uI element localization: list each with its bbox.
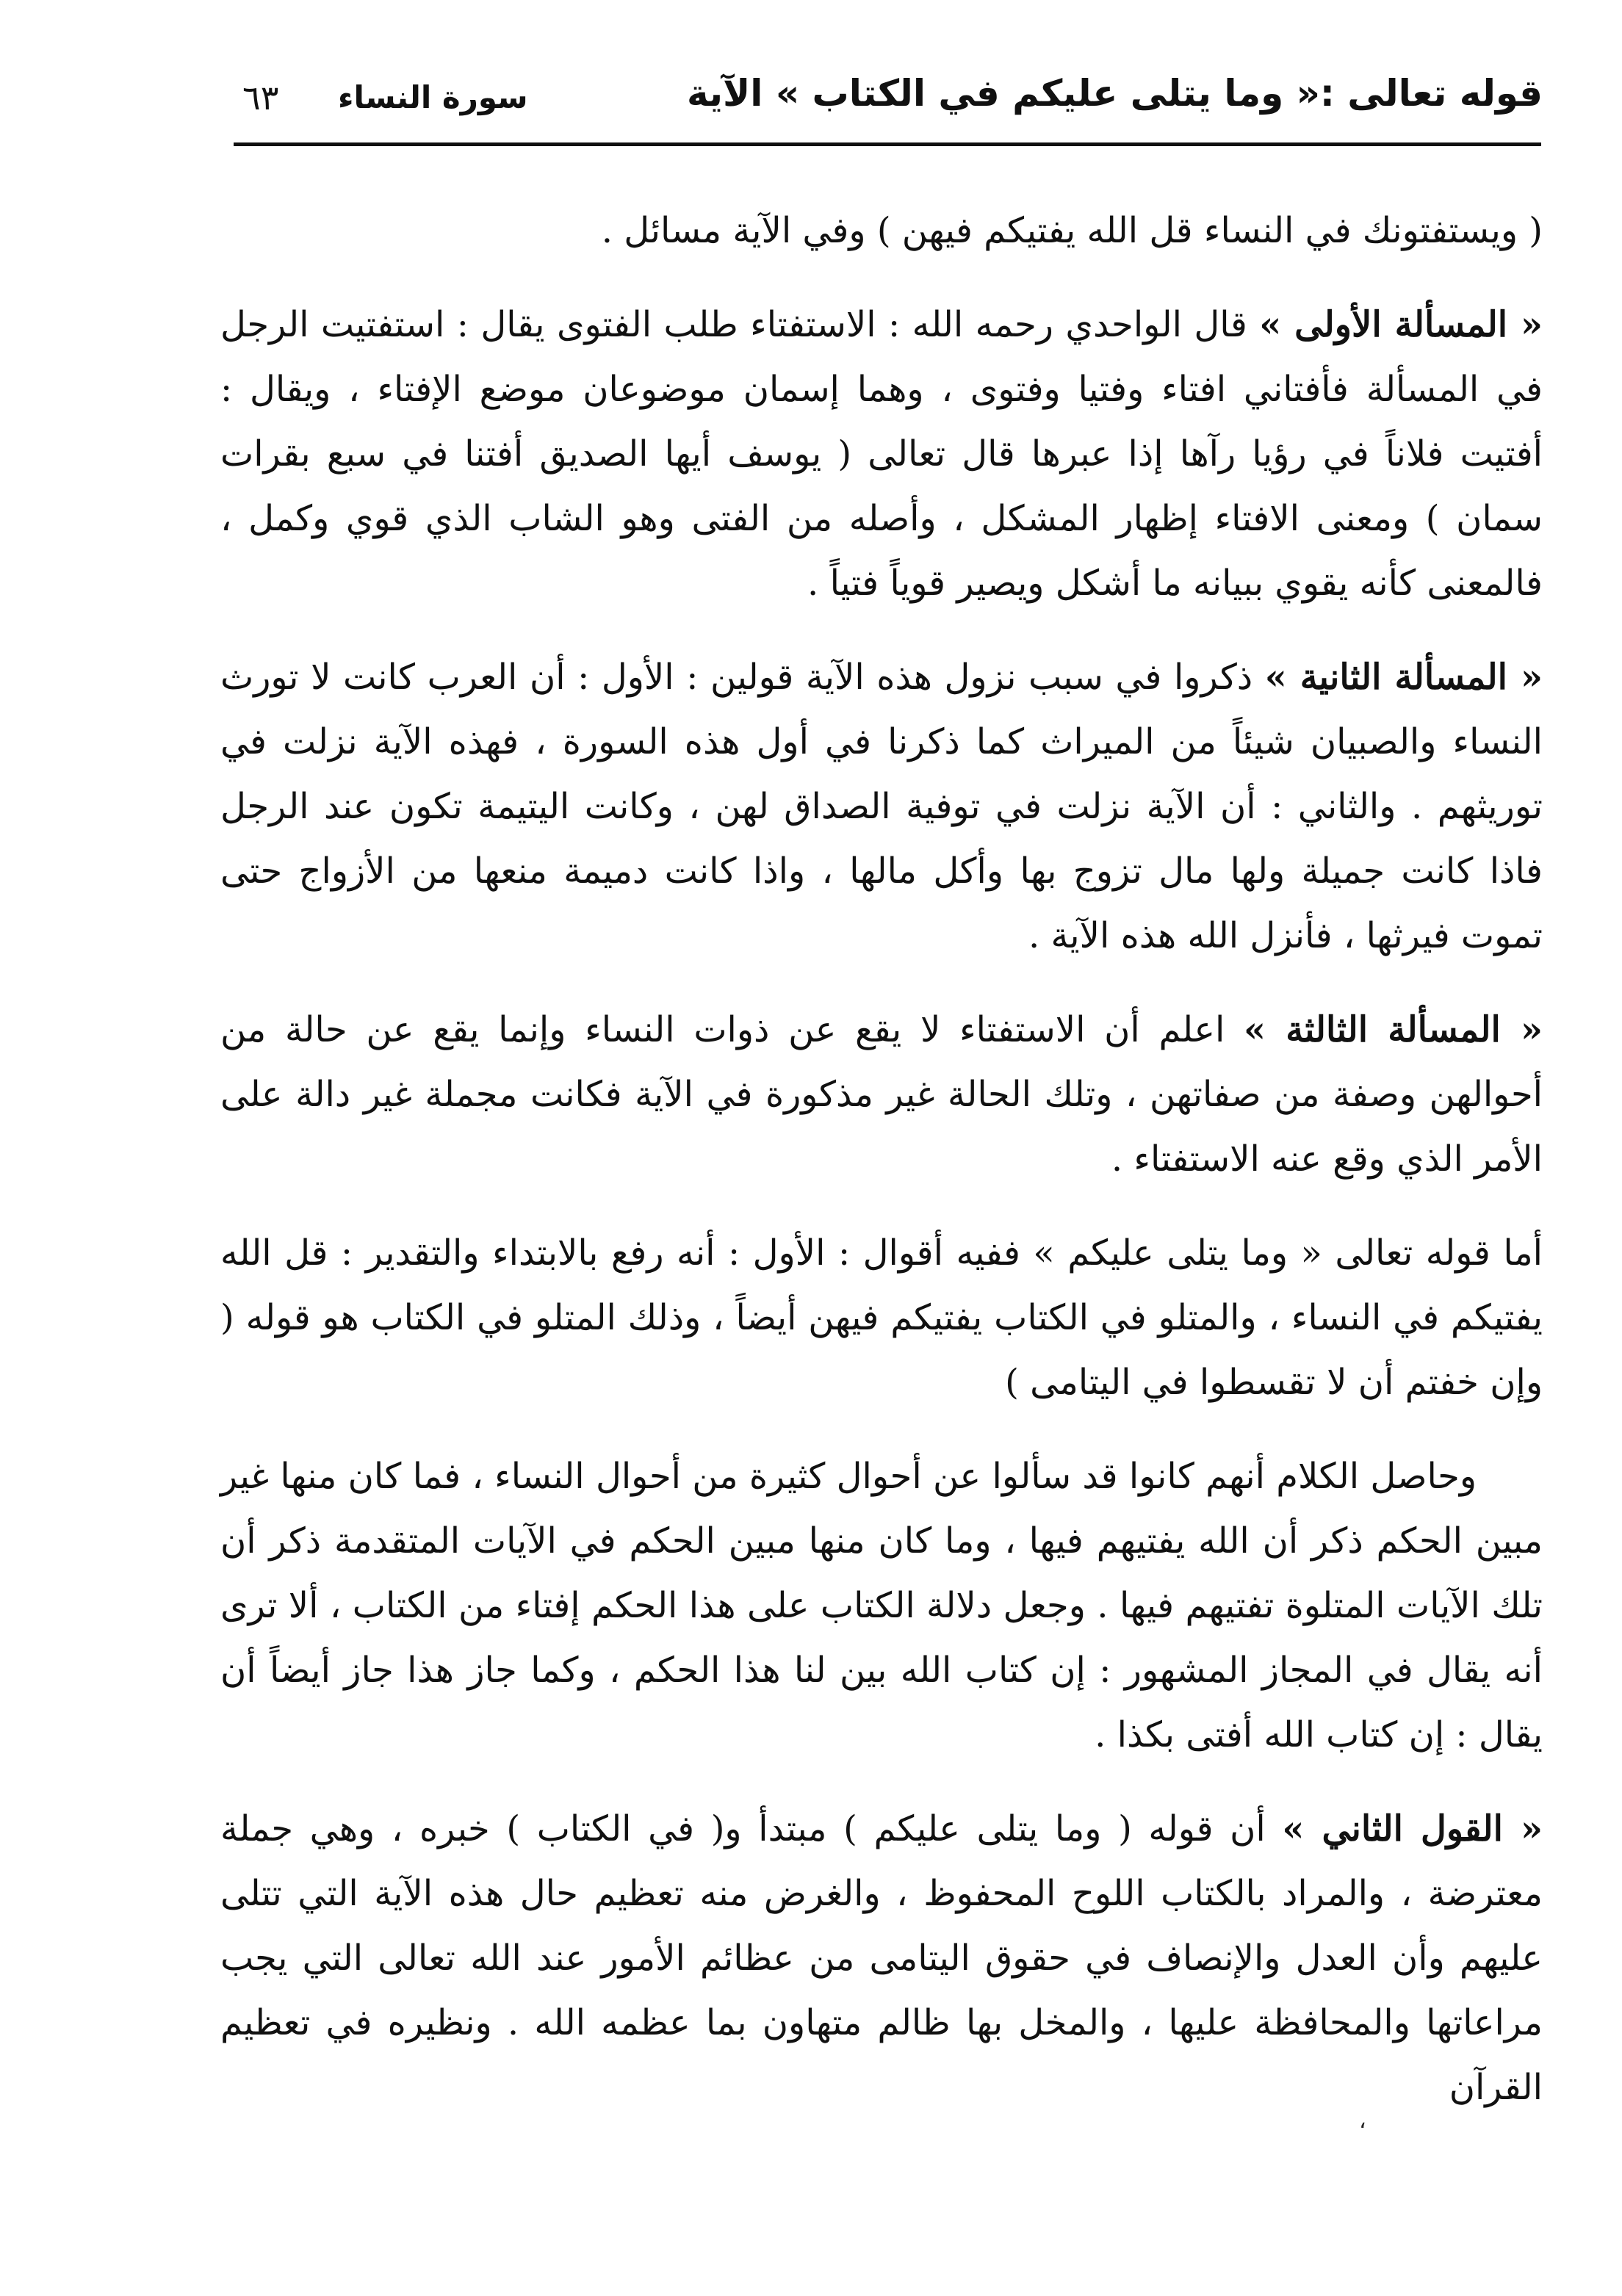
header-surah-name: سورة النساء	[338, 79, 528, 115]
header-title: قوله تعالى :« وما يتلى عليكم في الكتاب » الآية	[686, 72, 1543, 115]
paragraph-text: ذكروا في سبب نزول هذه الآية قولين : الأول : أن العرب كانت لا تورث النساء والصبيان شيئاً من الميراث كما ذكرنا في أول هذه السورة ، فهذه الآية نزلت في توريثهم . والثاني : أن الآية نزلت في توفية الصداق لهن ، وكانت اليتيمة تكون عند الرجل فاذا كانت جميلة ولها مال تزوج بها وأكل مالها ، واذا كانت دميمة منعها من الأزواج حتى تموت فيرثها ، فأنزل الله هذه الآية .	[220, 657, 1543, 956]
paragraph-summary	[220, 1444, 1543, 1767]
stray-mark: ،	[1359, 2108, 1366, 2134]
paragraph-text: أما قوله تعالى « وما يتلى عليكم » ففيه أقوال : الأول : أنه رفع بالابتداء والتقدير : قل الله يفتيكم في النساء ، والمتلو في الكتاب يفتيكم فيهن أيضاً ، وذلك المتلو في الكتاب هو قوله ( وإن خفتم أن لا تقسطوا في اليتامى )	[220, 1232, 1543, 1403]
header-rule	[234, 142, 1541, 146]
page-number: ٦٣	[242, 78, 279, 118]
paragraph-lead: « المسألة الثالثة »	[1244, 1009, 1543, 1050]
paragraph-second-saying	[220, 1797, 1543, 2120]
paragraph-text: وحاصل الكلام أنهم كانوا قد سألوا عن أحوال كثيرة من أحوال النساء ، فما كان منها غير مبين الحكم ذكر أن الله يفتيهم فيها ، وما كان منها مبين الحكم في الآيات المتقدمة ذكر أن تلك الآيات المتلوة تفتيهم فيها . وجعل دلالة الكتاب على هذا الحكم إفتاء من الكتاب ، ألا ترى أنه يقال في المجاز المشهور : إن كتاب الله بين لنا هذا الحكم ، وكما جاز هذا جاز أيضاً أن يقال : إن كتاب الله أفتى بكذا .	[220, 1456, 1543, 1755]
paragraph-text: أن قوله ( وما يتلى عليكم ) مبتدأ و( في الكتاب ) خبره ، وهي جملة معترضة ، والمراد بالكتاب اللوح المحفوظ ، والغرض منه تعظيم حال هذه الآية التي تتلى عليهم وأن العدل والإنصاف في حقوق اليتامى من عظائم الأمور عند الله تعالى التي يجب مراعاتها والمحافظة عليها ، والمخل بها ظالم متهاون بما عظمه الله . ونظيره في تعظيم القرآن	[220, 1808, 1543, 2108]
paragraph-first-issue	[220, 292, 1543, 615]
paragraph-third-issue	[220, 997, 1543, 1191]
paragraph-lead: « القول الثاني »	[1282, 1808, 1543, 1849]
running-header	[228, 57, 1543, 140]
paragraph-text: اعلم أن الاستفتاء لا يقع عن ذوات النساء وإنما يقع عن حالة من أحوالهن وصفة من صفاتهن ، وتلك الحالة غير مذكورة في الآية فكانت مجملة غير دالة على الأمر الذي وقع عنه الاستفتاء .	[220, 1009, 1543, 1180]
paragraph-text: ( ويستفتونك في النساء قل الله يفتيكم فيهن ) وفي الآية مسائل .	[601, 210, 1543, 251]
body-text	[220, 198, 1543, 2149]
paragraph-lead: « المسألة الأولى »	[1259, 304, 1543, 345]
paragraph-first-saying	[220, 1221, 1543, 1415]
paragraph-intro	[220, 198, 1543, 263]
paragraph-lead: « المسألة الثانية »	[1264, 657, 1543, 698]
paragraph-second-issue	[220, 645, 1543, 968]
paragraph-text: قال الواحدي رحمه الله : الاستفتاء طلب الفتوى يقال : استفتيت الرجل في المسألة فأفتاني افتاء وفتيا وفتوى ، وهما إسمان موضوعان موضع الإفتاء ، ويقال : أفتيت فلاناً في رؤيا رآها إذا عبرها قال تعالى ( يوسف أيها الصديق أفتنا في سبع بقرات سمان ) ومعنى الافتاء إظهار المشكل ، وأصله من الفتى وهو الشاب الذي قوي وكمل ، فالمعنى كأنه يقوي ببيانه ما أشكل ويصير قوياً فتياً .	[220, 304, 1543, 604]
